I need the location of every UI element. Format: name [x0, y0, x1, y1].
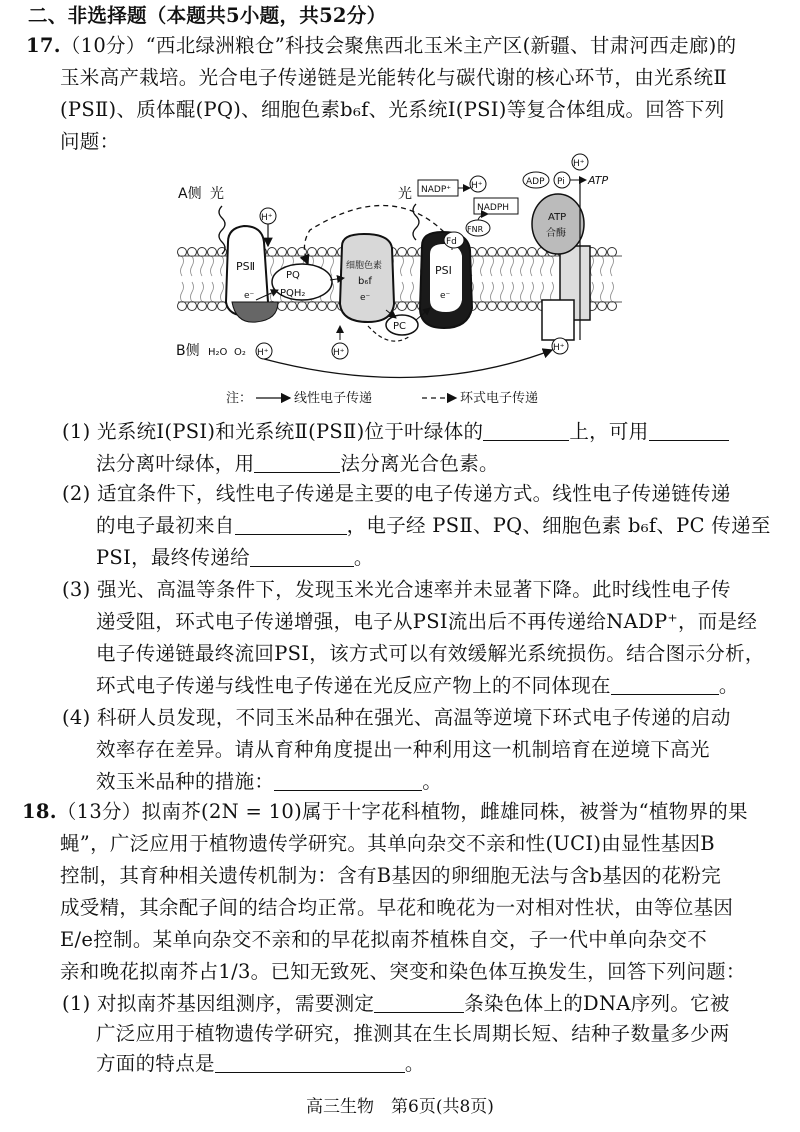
- lipid-tail: [201, 256, 204, 276]
- q17-sub2-text-d: 。: [353, 546, 374, 569]
- q17-sub3-text-a: 环式电子传递与线性电子传递在光反应产物上的不同体现在: [96, 674, 611, 697]
- fd-protein: [444, 232, 464, 248]
- q17-intro-line-4: 问题：: [60, 130, 120, 153]
- h-plus-bottom-1: [256, 343, 272, 359]
- lipid-head: [318, 248, 327, 257]
- legend-cyclic-label: 环式电子传递: [460, 391, 539, 406]
- atp-synthase-label-2: 合酶: [546, 228, 566, 239]
- atp-label: ATP: [588, 174, 609, 187]
- q17-sub1-text-d: 法分离光合色素。: [340, 452, 499, 475]
- lipid-tail: [221, 282, 224, 302]
- adp-label: ADP: [526, 177, 545, 187]
- lipid-tail: [521, 256, 524, 276]
- lipid-tail: [531, 282, 534, 302]
- nadp-box: [418, 180, 458, 196]
- q18-intro-line-5: E/e控制。某单向杂交不亲和的早花拟南芥植株自交，子一代中单向杂交不: [60, 928, 708, 951]
- lipid-tail: [601, 282, 604, 302]
- lipid-head: [178, 302, 187, 311]
- nadph-box: [474, 198, 518, 214]
- cyt-electron: e⁻: [360, 293, 371, 303]
- light-label-a: 光: [210, 186, 224, 202]
- lipid-head: [478, 248, 487, 257]
- q18-sub1-text-b: 条染色体上的DNA序列。它被: [464, 992, 730, 1015]
- q17-sub1-text-c: 法分离叶绿体，用: [96, 452, 255, 475]
- lipid-head: [508, 302, 517, 311]
- q18-sub1-line-1: [62, 990, 730, 1018]
- q17-sub3-text-b: 。: [718, 674, 739, 697]
- q17-sub3-line-3: 电子传递链最终流回PSⅠ，该方式可以有效缓解光系统损伤。结合图示分析，: [96, 642, 765, 665]
- q18-intro-line-2: 蝇”，广泛应用于植物遗传学研究。其单向杂交不亲和性(UCI)由显性基因B: [60, 832, 715, 855]
- answer-blank[interactable]: [235, 516, 347, 535]
- q17-sub4-text-a: 效玉米品种的措施：: [96, 770, 275, 793]
- q17-sub4-text-b: 。: [422, 770, 443, 793]
- lipid-tail: [181, 256, 184, 276]
- h-plus-label: H⁺: [471, 181, 483, 191]
- lipid-head: [288, 248, 297, 257]
- lipid-tail: [331, 256, 334, 276]
- light-label-b: 光: [398, 186, 412, 202]
- lipid-tail: [491, 282, 494, 302]
- h-plus-label: H⁺: [553, 343, 565, 353]
- fd-label: Fd: [446, 237, 457, 247]
- diagram-legend: [226, 390, 538, 406]
- lipid-tail: [531, 256, 534, 276]
- lipid-head: [408, 302, 417, 311]
- answer-blank[interactable]: [274, 772, 422, 791]
- lipid-head: [498, 248, 507, 257]
- lipid-head: [498, 302, 507, 311]
- lipid-head: [608, 248, 617, 257]
- lipid-head: [278, 302, 287, 311]
- lipid-tail: [481, 256, 484, 276]
- q17-sub2-line-1: (2) 适宜条件下，线性电子传递是主要的电子传递方式。线性电子传递链传递: [62, 482, 731, 505]
- atp-synthase-label-1: ATP: [548, 212, 567, 223]
- answer-blank[interactable]: [374, 994, 464, 1013]
- lipid-head: [198, 302, 207, 311]
- h-plus-label: H⁺: [333, 348, 345, 358]
- q18-sub1-line-3: [96, 1050, 425, 1078]
- lipid-head: [328, 248, 337, 257]
- lipid-head: [528, 248, 537, 257]
- lipid-head: [598, 302, 607, 311]
- q18-intro-line-4: 成受精，其余配子间的结合均正常。早花和晚花为一对相对性状，由等位基因: [60, 896, 734, 919]
- h2o-label: H₂O: [208, 347, 228, 358]
- lipid-head: [528, 302, 537, 311]
- lipid-tail: [541, 256, 544, 276]
- q17-sub2-text-a: 的电子最初来自: [96, 514, 235, 537]
- answer-blank[interactable]: [254, 454, 340, 473]
- section-heading: 二、非选择题（本题共5小题，共52分）: [28, 4, 387, 27]
- pc-protein: [386, 315, 418, 335]
- q17-sub1-line-1: [62, 418, 729, 446]
- q18-intro-line-1: [22, 798, 748, 826]
- lipid-tail: [211, 282, 214, 302]
- electron-transport-diagram: [160, 150, 630, 412]
- q17-sub1-text-a: (1) 光系统Ⅰ(PSⅠ)和光系统Ⅱ(PSⅡ)位于叶绿体的: [62, 420, 484, 443]
- side-b-label: B侧: [176, 343, 200, 359]
- lipid-tail: [411, 256, 414, 276]
- lipid-head: [268, 248, 277, 257]
- answer-blank[interactable]: [611, 676, 719, 695]
- lipid-tail: [521, 282, 524, 302]
- pqh2-label: PQH₂: [280, 288, 306, 299]
- lipid-head: [318, 302, 327, 311]
- nadp-label: NADP⁺: [421, 185, 451, 195]
- lipid-head: [488, 302, 497, 311]
- lipid-head: [208, 248, 217, 257]
- q17-sub2-text-c: PSⅠ，最终传递给: [96, 546, 250, 569]
- lipid-head: [288, 302, 297, 311]
- lipid-tail: [271, 256, 274, 276]
- lipid-tail: [511, 256, 514, 276]
- lipid-head: [608, 302, 617, 311]
- lipid-tail: [591, 282, 594, 302]
- h-plus-top-1: [260, 208, 276, 224]
- lipid-tail: [191, 256, 194, 276]
- q18-intro-line-3: 控制，其育种相关遗传机制为：含有B基因的卵细胞无法与含b基因的花粉完: [60, 864, 722, 887]
- lipid-tail: [481, 282, 484, 302]
- q17-intro-line-3: (PSⅡ)、质体醌(PQ)、细胞色素b₆f、光系统Ⅰ(PSⅠ)等复合体组成。回答下列: [60, 98, 725, 121]
- q17-sub2-line-3: [96, 544, 374, 572]
- lipid-head: [508, 248, 517, 257]
- q17-text-1: （10分）“西北绿洲粮仓”科技会聚焦西北玉米主产区(新疆、甘肃河西走廊)的: [60, 34, 737, 57]
- answer-blank[interactable]: [215, 1054, 405, 1073]
- atp-synthase: [532, 180, 590, 340]
- lipid-head: [598, 248, 607, 257]
- q17-sub3-line-1: (3) 强光、高温等条件下，发现玉米光合速率并未显著下降。此时线性电子传: [62, 578, 731, 601]
- answer-blank[interactable]: [649, 422, 729, 441]
- lipid-tail: [191, 282, 194, 302]
- q18-number: 18.: [22, 800, 57, 823]
- lipid-tail: [401, 256, 404, 276]
- lipid-head: [308, 248, 317, 257]
- q17-sub1-line-2: [96, 450, 499, 478]
- pq-label: PQ: [286, 270, 300, 281]
- lipid-tail: [491, 256, 494, 276]
- lipid-head: [188, 302, 197, 311]
- lipid-head: [278, 248, 287, 257]
- lipid-tail: [501, 256, 504, 276]
- psi-label: PSⅠ: [435, 264, 452, 277]
- lipid-tail: [501, 282, 504, 302]
- q17-sub4-line-2: 效率存在差异。请从育种角度提出一种利用这一机制培育在逆境下高光: [96, 738, 710, 761]
- h-plus-label: H⁺: [261, 213, 273, 223]
- lipid-tail: [541, 282, 544, 302]
- h-plus-top-2: [470, 176, 486, 192]
- q17-sub2-text-b: ，电子经 PSⅡ、PQ、细胞色素 b₆f、PC 传递至: [346, 514, 771, 537]
- lipid-tail: [611, 282, 614, 302]
- q17-sub2-line-2: [96, 512, 771, 540]
- answer-blank[interactable]: [250, 548, 354, 567]
- q17-sub3-line-2: 递受阻，环式电子传递增强，电子从PSⅠ流出后不再传递给NADP⁺，而是经: [96, 610, 758, 633]
- q17-sub4-line-3: [96, 768, 442, 796]
- q18-sub1-text-c: 方面的特点是: [96, 1052, 215, 1075]
- page-footer: 高三生物 第6页(共8页): [306, 1097, 494, 1117]
- pi-label: Pi: [557, 177, 565, 187]
- legend-linear-label: 线性电子传递: [294, 391, 373, 406]
- lipid-head: [298, 302, 307, 311]
- adp-pi: [523, 172, 608, 188]
- lipid-tail: [551, 282, 554, 302]
- lipid-head: [398, 302, 407, 311]
- legend-prefix: 注：: [226, 391, 253, 406]
- q18-sub1-line-2: 广泛应用于植物遗传学研究，推测其在生长周期长短、结种子数量多少两: [96, 1022, 730, 1045]
- psii-electron: e⁻: [244, 291, 255, 301]
- lipid-head: [488, 248, 497, 257]
- psii-complex: [226, 226, 278, 322]
- lipid-head: [518, 302, 527, 311]
- h-plus-bottom-2: [332, 343, 348, 359]
- lipid-tail: [551, 256, 554, 276]
- nadph-label: NADPH: [477, 203, 510, 213]
- cytochrome-b6f: [340, 234, 394, 322]
- q18-sub1-text-a: (1) 对拟南芥基因组测序，需要测定: [62, 992, 375, 1015]
- lipid-tail: [601, 256, 604, 276]
- lipid-tail: [511, 282, 514, 302]
- cyt-label-2: b₆f: [358, 276, 372, 287]
- lipid-tail: [211, 256, 214, 276]
- q17-sub4-line-1: (4) 科研人员发现，不同玉米品种在强光、高温等逆境下环式电子传递的启动: [62, 706, 731, 729]
- q18-intro-line-6: 亲和晚花拟南芥占1/3。已知无致死、突变和染色体互换发生，回答下列问题：: [60, 960, 746, 983]
- q18-sub1-text-d: 。: [404, 1052, 425, 1075]
- h-plus-label: H⁺: [573, 159, 585, 169]
- lipid-tail: [221, 256, 224, 276]
- h-plus-atp-top: [572, 154, 588, 170]
- light-wave-a: [219, 206, 225, 254]
- lipid-head: [328, 302, 337, 311]
- lipid-tail: [181, 282, 184, 302]
- psi-electron: e⁻: [440, 291, 451, 301]
- lipid-head: [478, 302, 487, 311]
- lipid-head: [408, 248, 417, 257]
- fnr-protein: [466, 220, 490, 236]
- q17-intro-line-1: [26, 32, 736, 60]
- lipid-tail: [611, 256, 614, 276]
- q17-sub3-line-4: [96, 672, 739, 700]
- fnr-label: FNR: [467, 225, 484, 234]
- lipid-head: [398, 248, 407, 257]
- q17-number: 17.: [26, 34, 61, 57]
- q18-text-1: （13分）拟南芥(2N = 10)属于十字花科植物，雌雄同株，被誉为“植物界的果: [56, 800, 748, 823]
- answer-blank[interactable]: [483, 422, 569, 441]
- pq-pool: [272, 264, 332, 300]
- lipid-tail: [401, 282, 404, 302]
- q17-sub1-text-b: 上，可用: [569, 420, 649, 443]
- lipid-tail: [201, 282, 204, 302]
- cyt-label-1: 细胞色素: [346, 261, 383, 271]
- lipid-head: [198, 248, 207, 257]
- h-plus-label: H⁺: [257, 348, 269, 358]
- lipid-tail: [591, 256, 594, 276]
- lipid-head: [308, 302, 317, 311]
- pc-label: PC: [393, 321, 407, 332]
- lipid-head: [178, 248, 187, 257]
- lipid-head: [518, 248, 527, 257]
- o2-label: O₂: [234, 347, 246, 358]
- lipid-tail: [411, 282, 414, 302]
- psii-label: PSⅡ: [236, 260, 256, 273]
- lipid-head: [208, 302, 217, 311]
- lipid-head: [188, 248, 197, 257]
- q17-intro-line-2: 玉米高产栽培。光合电子传递链是光能转化与碳代谢的核心环节，由光系统Ⅱ: [60, 66, 727, 89]
- h-plus-bottom-3: [552, 338, 568, 354]
- side-a-label: A侧: [178, 186, 202, 202]
